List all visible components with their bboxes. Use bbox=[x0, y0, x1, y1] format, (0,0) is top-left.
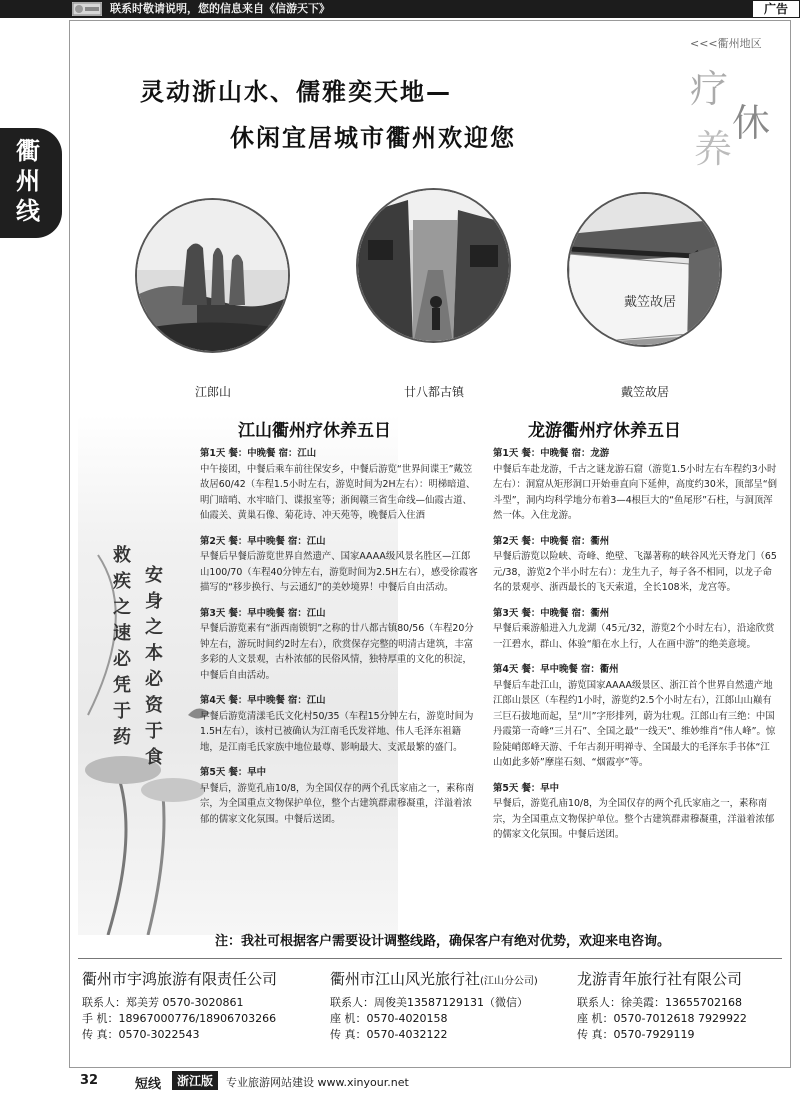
edition-badge: 浙江版 bbox=[172, 1071, 218, 1090]
route-day: 第2天 餐：早中晚餐 宿：江山 早餐后早餐后游览世界自然遗产、国家AAAA级风景名胜区—江郎山100/70（车程40分钟左右，游览时间为2.5H左右），感受徐霞客描写的“移步换行、与云通幻”的美妙境界！中餐后自由活动。 bbox=[200, 535, 478, 593]
agency-contact: 联系人：郑美芳 0570-3020861 bbox=[82, 996, 244, 1009]
decor-char: 养 bbox=[694, 127, 733, 171]
agency-name: 衢州市江山风光旅行社(江山分公司) bbox=[330, 970, 538, 988]
agency-fax: 传 真：0570-4032122 bbox=[330, 1028, 448, 1041]
agency-phone: 座 机：0570-7012618 7929922 bbox=[577, 1012, 747, 1025]
route-day: 第1天 餐：中晚餐 宿：江山 中午接团，中餐后乘车前往保安乡，中餐后游览“世界间谍王”戴笠故居60/42（车程1.5小时左右，游览时间为2H左右）：明梯暗道、明门暗哨、水牢暗门、谍报室等；浙闽赣三省生命线—仙霞古道、仙霞关、黄巢石像、菊花诗、冲天苑等，晚餐后入住酒 bbox=[200, 448, 476, 521]
route-right-title: 龙游衢州疗休养五日 bbox=[528, 421, 681, 441]
agency-phone: 手 机：18967000776/18906703266 bbox=[82, 1012, 277, 1025]
agency-contact: 联系人：周俊美13587129131（微信） bbox=[330, 996, 528, 1009]
photo-jianglang-mountain bbox=[135, 198, 290, 353]
footer-slogan: 专业旅游网站建设 www.xinyour.net bbox=[226, 1076, 409, 1089]
publication-name: 短线 bbox=[135, 1077, 162, 1092]
section-tab-char: 线 bbox=[16, 197, 40, 225]
calligraphy-col2: 救疾之速必凭于药 bbox=[113, 545, 131, 748]
section-tab-char: 州 bbox=[16, 167, 40, 195]
photo-caption: 戴笠故居 bbox=[620, 385, 669, 399]
contact-notice: 联系时敬请说明，您的信息来自《信游天下》 bbox=[110, 2, 330, 15]
agency-card bbox=[330, 968, 538, 1043]
photo-daili-residence bbox=[567, 192, 722, 347]
headline-line1: 灵动浙山水、儒雅奕天地— bbox=[140, 78, 452, 106]
plaque-text: 戴笠故居 bbox=[624, 295, 677, 310]
calligraphy-col1: 安身之本必资于食 bbox=[145, 565, 163, 768]
route-left-days bbox=[200, 446, 478, 827]
agency-name-suffix: (江山分公司) bbox=[480, 976, 538, 987]
agency-name: 衢州市宇鸿旅游有限责任公司 bbox=[82, 970, 278, 988]
agency-contact: 联系人：徐美霞：13655702168 bbox=[577, 996, 742, 1009]
section-tab-char: 衢 bbox=[16, 137, 40, 165]
agency-fax: 传 真：0570-7929119 bbox=[577, 1028, 695, 1041]
route-day: 第2天 餐：中晚餐 宿：衢州 早餐后游览以险峡、奇峰、绝壁、飞瀑著称的峡谷风光天脊龙门（65元/38，游览2个半小时左右）：龙生九子，每子各不相同，以龙子命名的景观亭、浙西最长的飞天索道，全长108米，龙宫等。 bbox=[493, 535, 777, 593]
decor-char: 疗 bbox=[690, 67, 729, 111]
route-right-days bbox=[493, 446, 779, 843]
route-day: 第5天 餐：早中 早餐后，游览孔庙10/8，为全国仅存的两个孔氏家庙之一，素称南宗，为全国重点文物保护单位，整个古建筑群肃穆凝重，洋溢着浓郁的儒家文化氛围。中餐后送团。 bbox=[200, 767, 475, 825]
route-day: 第4天 餐：早中晚餐 宿：江山 早餐后游览清漾毛氏文化村50/35（车程15分钟左右，游览时间为1.5H左右），该村已被确认为江南毛氏发祥地、伟人毛泽东祖籍地，是江南毛氏家族中地位最尊、影响最大、支派最繁的盛门。 bbox=[200, 695, 474, 753]
decor-char: 休 bbox=[732, 101, 771, 145]
route-left-title: 江山衢州疗休养五日 bbox=[238, 421, 391, 441]
publisher-logo bbox=[72, 2, 102, 16]
route-day: 第5天 餐：早中 早餐后，游览孔庙10/8，为全国仅存的两个孔氏家庙之一，素称南宗，为全国重点文物保护单位。整个古建筑群肃穆凝重，洋溢着浓郁的儒家文化氛围。中餐后送团。 bbox=[493, 782, 775, 840]
headline-line2: 休闲宜居城市衢州欢迎您 bbox=[230, 124, 516, 152]
photo-caption: 廿八都古镇 bbox=[403, 385, 464, 399]
divider bbox=[78, 958, 782, 959]
custom-route-note: 注：我社可根据客户需要设计调整线路，确保客户有绝对优势，欢迎来电咨询。 bbox=[215, 934, 671, 949]
region-label: <<<衢州地区 bbox=[690, 37, 762, 50]
route-day: 第1天 餐：中晚餐 宿：龙游 中餐后车赴龙游，千古之谜龙游石窟（游览1.5小时左右车程约3小时左右）：洞窟从矩形洞口开始垂直向下延伸，高度约30米，顶部呈“倒斗型”，洞内均科学地分布着3—4根巨大的“鱼尾形”石柱，与洞顶浑然一体。入住龙游。 bbox=[493, 448, 777, 521]
section-tab-label bbox=[8, 136, 48, 226]
photo-caption: 江郎山 bbox=[194, 385, 231, 399]
route-day: 第3天 餐：中晚餐 宿：衢州 早餐后乘游船进入九龙湖（45元/32，游览2个小时左右），沿途欣赏一江碧水，群山、体验“船在水上行，人在画中游”的绝美意境。 bbox=[493, 607, 775, 650]
agency-name: 龙游青年旅行社有限公司 bbox=[577, 970, 743, 988]
agency-phone: 座 机：0570-4020158 bbox=[330, 1012, 448, 1025]
agency-fax: 传 真：0570-3022543 bbox=[82, 1028, 200, 1041]
agency-card bbox=[577, 968, 747, 1043]
photo-nianbadu-town bbox=[356, 188, 511, 343]
route-day: 第3天 餐：早中晚餐 宿：江山 早餐后游览素有“浙西南锁钥”之称的廿八都古镇80/56（车程20分钟左右，游玩时间约2时左右），欣赏保存完整的明清古建筑，丰富多彩的人文景观，古朴浓郁的民俗风情，独特厚重的文化的积淀，中餐后自由活动。 bbox=[200, 607, 474, 681]
route-day: 第4天 餐：早中晚餐 宿：衢州 早餐后车赴江山，游览国家AAAA级景区、浙江首个世界自然遗产地江郎山景区（车程约1小时，游览约2.5个小时左右），江郎山山巅有三巨石拔地而起，呈“川”字形排列，蔚为壮观。江郎山有三绝：中国丹霞第一奇峰“三爿石”、全国之最“一线天”、维妙维肖“伟人峰”。惊险陡峭郎峰天游、千年古刹开明禅寺、全国最大的毛泽东手书体“江山如此多娇”摩崖石刻、“烟霞亭”等。 bbox=[493, 664, 776, 768]
ad-label: 广告 bbox=[752, 0, 800, 18]
agency-card bbox=[82, 968, 277, 1043]
page-number: 32 bbox=[80, 1073, 99, 1088]
